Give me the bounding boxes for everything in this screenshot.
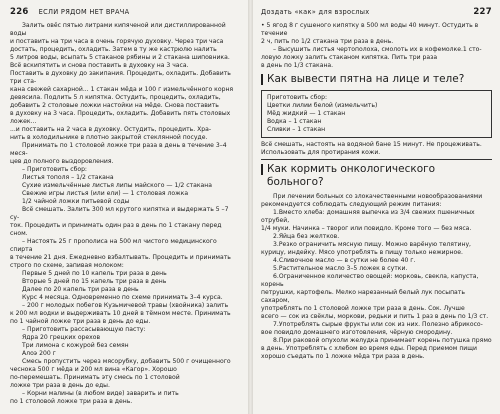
text-line: в день. Употреблять с хлебом во время еды. Перед приемом пищи [261, 345, 477, 352]
section-heading-oncology: Как кормить онкологического больного? [267, 163, 492, 189]
text-line: добавить 2 столовые ложки настойки на мёде. Снова поставить [10, 102, 219, 109]
text-line: – Настоять 25 г прополиса на 500 мл чистого медицинского спирта [10, 238, 217, 253]
text-line: Курс 4 месяца. Одновременно по схеме принимать 3–4 курса. [22, 294, 223, 301]
text-line: петрушки, картофель. Мелко нарезанный белый лук посыпать сахаром, [261, 289, 465, 304]
text-line: строго по схеме, запивая молоком: [10, 262, 124, 269]
text-line: 6.Ограниченное количество овощей: морковь, свекла, капуста, корень [261, 273, 479, 288]
recipe-line: Водка – 1 стакан [267, 118, 322, 125]
text-line: 1/2 чайной ложки питьевой соды [22, 198, 130, 205]
text-line: Всё вскипятить и снова поставить в духовку на 3 часа. [10, 62, 189, 69]
section-divider [261, 159, 492, 160]
text-line: • 5 ягод 8 г сушеного кипятку в 500 мл воды 40 минут. Остудить в течение [261, 22, 479, 37]
text-line: курицу, индейку. Мясо употреблять в пищу только нежирное. [261, 249, 463, 256]
text-line: – Высушить листья чертополоха, смолоть их в кофемолке.1 сто- [273, 46, 482, 53]
text-line: чеснока 500 г мёда и 200 мл вина «Кагор». Хорошо [10, 366, 177, 373]
text-line: Свежие игры листья (или ели) — 1 столовая ложка [22, 190, 189, 197]
text-line: в течение 21 дня. Ежедневно взбалтывать. Процедить и принимать [10, 254, 231, 261]
text-line: 5.Растительное масло 3–5 ложек в сутки. [273, 265, 408, 272]
text-line: 4.Сливочное масло — в сутки не более 40 г. [273, 257, 416, 264]
section-stains-text [261, 141, 492, 157]
text-line: Сухие измельчённые листья липы майского — 1/2 стакана [22, 182, 212, 189]
right-running-head [261, 6, 492, 18]
text-line: цев до полного выздоровления. [10, 158, 114, 165]
right-running-title: Доздать «как» для взрослых [261, 8, 370, 16]
recipe-line: Цветки лилии белой (измельчить) [267, 102, 378, 109]
text-line: Принимать по 1 столовой ложке три раза в день в течение 3–4 меся- [10, 142, 227, 157]
text-line: – Приготовить рассасывающую пасту: [22, 326, 146, 333]
text-line: употреблять по 1 столовой ложке три раза в день. Сок. Лучше [261, 305, 465, 312]
text-line: кана свежей сахарной... 1 стакан мёда и 100 г измельчённого корня [10, 86, 234, 93]
text-line: Поставить в духовку до закипания. Процедить, охладить. Добавить три ста- [10, 70, 231, 85]
text-line: ...и поставить на 2 часа в духовку. Остудить, процедить. Хра- [10, 126, 212, 133]
text-line: по 1 чайной ложке три раза в день до еды. [10, 318, 151, 325]
text-line: в день по 1/3 стакана. [261, 62, 334, 69]
text-line: 2 ч, пить по 1/2 стакана три раза в день. [261, 38, 394, 45]
text-line: Ядра 20 грецких орехов [22, 334, 101, 341]
text-line: и поставить на три часа в очень горячую духовку. Через три часа [10, 38, 224, 45]
section-oncology-text [261, 193, 492, 361]
text-line: рекомендуется соблюдать следующий режим питания: [261, 201, 442, 208]
text-line: ток. Процедить и принимать один раз в день по 1 стакану перед сном. [10, 222, 222, 237]
text-line: к 200 мл водки и выдерживать 10 дней в тёмном месте. Принимать [10, 310, 231, 317]
text-line: – Приготовить сбор: [22, 166, 87, 173]
left-body-text [10, 22, 236, 406]
text-line: – 200 г молодых побегов Кузьмичевой травы (хвойника) залить [22, 302, 229, 309]
recipe-line: Приготовить сбор: [267, 94, 328, 101]
text-line: Залить овёс пятью литрами кипяченой или дистиллированной воды [10, 22, 226, 37]
text-line: 1/4 муки. Начинка – творог или повидло. Кроме того — без мяса. [261, 225, 472, 232]
recipe-line: Сливки – 1 стакан [267, 126, 326, 133]
text-line: ложке три раза в день до еды. [10, 382, 110, 389]
left-page-number: 226 [10, 7, 29, 17]
text-line: Всё смешать. Залить 300 мл крутого кипятка и выдержать 5 –7 су- [10, 206, 229, 221]
right-page-number: 227 [473, 7, 492, 17]
left-running-title: ЕСЛИ РЯДОМ НЕТ ВРАЧА [38, 8, 130, 16]
text-line: хорошо съедать по 1 ложке мёда три раза в день. [261, 353, 425, 360]
text-line: Смесь пропустить через мясорубку, добавить 500 г очищенного [22, 358, 231, 365]
text-line: 7.Употреблять сырые фрукты или сок из них. Полезно абрикосо- [273, 321, 483, 328]
text-line: 1.Вместо хлеба: домашняя выпечка из 3/4 свежих пшеничных отрубей, [261, 209, 475, 224]
text-line: Использовать для протирания кожи. [261, 149, 381, 156]
text-line: 5 литров воды, всыпать 5 стаканов рябины и 2 стакана шиповника. [10, 54, 230, 61]
text-line: Далее по 20 капель три раза в день [22, 286, 139, 293]
text-line: девясила. Подлить 5 л кипятка. Остудить, процедить, охладить, [10, 94, 221, 101]
recipe-line: Мёд жидкий — 1 стакан [267, 110, 346, 117]
text-line: Первые 5 дней по 10 капель три раза в день [22, 270, 167, 277]
text-line: ловую ложку залить стаканом кипятка. Пить три раза [261, 54, 438, 61]
recipe-box [261, 90, 492, 138]
text-line: Алоэ 200 г [22, 350, 56, 357]
left-running-head [10, 6, 236, 18]
text-line: Три лимона с кожурой без семян [22, 342, 129, 349]
text-line: При лечении больных со злокачественными новообразованиями [273, 193, 483, 200]
section-heading-stains: Как вывести пятна на лице и теле? [267, 73, 492, 86]
text-line: всего — сок из свёклы, моркови, редьки и пить 1 раз в день по 1/3 ст. [261, 313, 489, 320]
text-line: в духовку на 3 часа. Процедить, охладить. Добавить пять столовых ложек... [10, 110, 231, 125]
right-page [251, 0, 500, 414]
text-line: нить в холодильнике в плотно закрытой стеклянной посуде. [10, 134, 208, 141]
right-intro-text [261, 22, 492, 70]
text-line: Всё смешать, настоять на водяной бане 15 минут. Не процеживать. [261, 141, 482, 148]
text-line: Вторые 5 дней по 15 капель три раза в день [22, 278, 167, 285]
text-line: по-перемешать. Принимать эту смесь по 1 столовой [10, 374, 180, 381]
text-line: – Корни малины (в любом виде) заварить и пить [22, 390, 179, 397]
text-line: Листья тополя – 1/2 стакана [22, 174, 114, 181]
text-line: вое повидло домашнего изготовления, чёрную смородину. [261, 329, 453, 336]
text-line: 3.Резко ограничить мясную пищу. Можно варёную телятину, [273, 241, 471, 248]
text-line: 8.При раковой опухоли желудка принимает корень потушка прямо [273, 337, 492, 344]
text-line: по 1 столовой ложке три раза в день. [10, 398, 133, 405]
text-line: 2.Яйца без желтков. [273, 233, 340, 240]
text-line: достать, процедить, охладить. Затем в ту же кастрюлю налить [10, 46, 217, 53]
